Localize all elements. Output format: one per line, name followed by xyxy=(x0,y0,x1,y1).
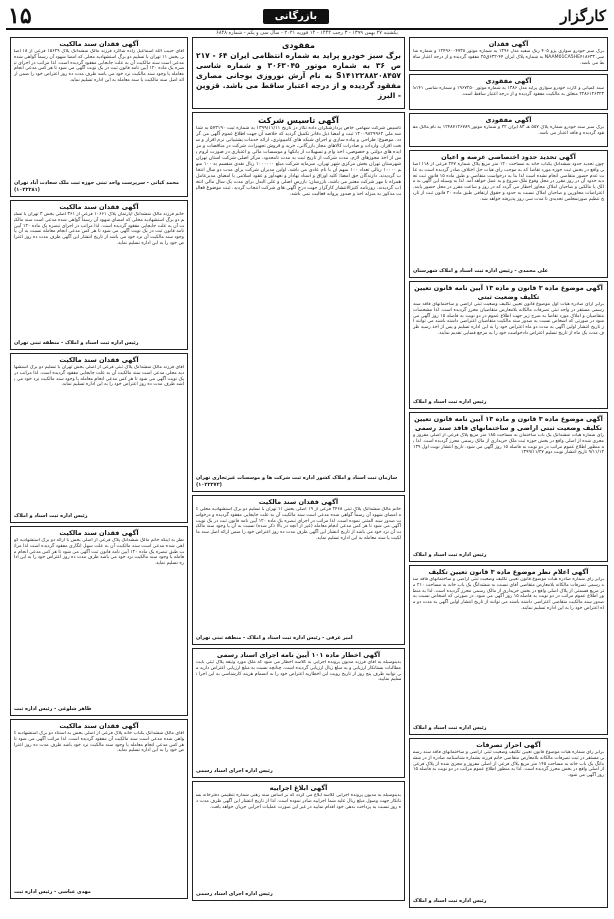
legal-notice xyxy=(409,565,608,735)
notice-signature: ظاهر شلوغی - رئیس اداره ثبت xyxy=(14,706,92,712)
notice-title: آگهی مفقودی xyxy=(485,116,532,124)
legal-notice xyxy=(409,113,608,147)
notice-signature: رئیس اداره ثبت اسناد و املاک xyxy=(413,898,487,904)
column-left xyxy=(10,37,188,915)
notice-body: چون تحدید حدود ششدانگ یکباب خانه به مساحت ۱۲۰ متر مربع پلاک شماره ۲۴۷ فرعی از ۱۱۸ اصلی واقع در بخش ثبت حوزه مورد تقاضا که به موجب رای هیات حل اختلاف صادر گردیده است به علت عدم حضور متقاضی انجام نشده است لذا بنا به درخواست متقاضی و طبق ماده ۱۵ قانون ثبت تحدید حدود آن در روز مقرر در محل وقوع ملک شروع و به عمل خواهد آمد. لذا به وسیله این آگهی به مالک یا مالکین و صاحبان املاک مجاور اخطار می گردد که در روز و ساعت مقرر در محل حضور یابند. اعتراضات مجاورین و صاحبان املاک نسبت به حدود و حقوق ارتفاقی طبق ماده ۲۰ قانون ثبت از تاریخ تنظیم صورتمجلس تحدیدی تا مدت سی روز پذیرفته خواهد شد. xyxy=(413,162,604,202)
legal-notice xyxy=(10,719,188,899)
notice-title: آگهی ابلاغ اجراییه xyxy=(269,784,328,792)
legal-notice xyxy=(10,200,188,350)
notice-signature: رئیس اداره ثبت اسناد و املاک xyxy=(413,725,487,731)
notice-body: بدینوسیله به آقای فرزند مدیون پرونده اجرایی به کلاسه اخطار می شود که ملک مورد وثیقه پلاک ثبتی بابت مطالبات بستانکار ارزیابی و به مبلغ ریال ارزیابی گردیده است. چنانچه نسبت به مبلغ ارزیابی اعتراض دارید می توانید ظرف پنج روز از تاریخ رویت این اخطاریه اعتراض خود را به انضمام هزینه کارشناسی به این اجرا تسلیم نمایید. xyxy=(196,660,401,683)
column-middle xyxy=(192,37,405,915)
notice-body: آقای فرزند مالک ششدانگ پلاک ثبتی فرعی از اصلی بخش تهران با تسلیم دو برگ استشهادیه محلی مدعی است سند مالکیت آن به علت جابجایی مفقود گردیده است. لذا مراتب در یک نوبت آگهی می شود تا هر کس مدعی انجام معامله یا وجود سند مالکیت نزد خود می باشد ظرف مدت ده روز اعتراض خود را به این اداره تسلیم نماید. xyxy=(14,365,184,388)
notice-body: سند کمپانی و کارت خودرو سواری پراید مدل ۱۳۸۶ به شماره موتور ۱۹۶۷۲۵۰ و شماره شاسی S۱۴۱۲۲۸۶۱۲۶۳۲۳ متعلق به مالکیت مفقود گردیده و از درجه اعتبار ساقط است. xyxy=(413,86,604,97)
columns xyxy=(6,37,608,915)
notice-title: مفقودی xyxy=(282,41,315,50)
notice-body: برابر رای شماره هیات موضوع قانون تعیین تکلیف وضعیت ثبتی اراضی و ساختمانهای فاقد سند رسمی مستقر در ثبت تصرفات مالکانه بلامعارض متقاضی خانم فرزند بشماره شناسنامه صادره از در ششدانگ یک باب خانه به مساحت ۱۴۵ متر مربع پلاک فرعی از اصلی مفروز و مجزی شده از پلاک فرعی از اصلی واقع در بخش محرز گردیده است. لذا به منظور اطلاع عموم مراتب در دو نوبت به فاصله ۱۵ روز آگهی می شود. xyxy=(413,750,604,779)
notice-title: آگهی فقدان سند مالکیت xyxy=(59,529,139,537)
page-number: ۱۵ xyxy=(8,3,32,28)
notice-signature: رئیس اداره اجرای اسناد رسمی xyxy=(196,891,273,897)
notice-body: برگ سبز سند خودرو شماره پلاک ۵۵۷ هـ ۸۳ ایران ۲۲ و شماره موتور ۱۲۴۸۷۱۲۶۷۸۹ به نام مالک مفقود گردیده و فاقد اعتبار می باشد. xyxy=(413,125,604,136)
legal-notice xyxy=(192,495,405,645)
notice-body: تاسیس شرکت سهامی خاص پردازشگران داده تکار در تاریخ ۱۳۹۹/۱۱/۱۱ به شماره ثبت ۵۷۳۱۹۰ به شناسه ملی ۱۴۰۰۹۸۲۹۹۶۲ ثبت و امضا ذیل دفاتر تکمیل گردید که خلاصه آن جهت اطلاع عموم آگهی می گردد. موضوع: طراحی و پیاده سازی و اجرای شبکه های کامپیوتری، ارائه خدمات پشتیبانی نرم افزار و سخت افزار، واردات و صادرات کالاهای مجاز بازرگانی، خرید و فروش تجهیزات، شرکت در مناقصات و مزایده های دولتی و خصوصی، اخذ وام و تسهیلات از بانکها و موسسات مالی و اعتباری در صورت لزوم پس از اخذ مجوزهای لازم. مدت شرکت از تاریخ ثبت به مدت نامحدود. مرکز اصلی شرکت استان تهران شهرستان تهران بخش مرکزی شهر تهران. سرمایه شرکت مبلغ ۱۰۰۰۰۰۰ ریال نقدی منقسم به ۱۰۰ سهم ۱۰۰۰۰ ریالی تعداد ۱۰۰ سهم آن با نام عادی می باشد. اولین مدیران شرکت برای مدت دو سال انتخاب گردیدند. دارندگان حق امضا: کلیه اوراق و اسناد بهادار و تعهدآور و عقود اسلامی با امضای مدیرعامل همراه با مهر شرکت معتبر می باشد. بازرسان: بازرس اصلی و علی البدل برای مدت یک سال مالی انتخاب گردیدند. روزنامه کثیرالانتشار کارگزار جهت درج آگهی های شرکت انتخاب گردید. ثبت موضوع فعالیت مذکور به منزله اخذ و صدور پروانه فعالیت نمی باشد. xyxy=(196,126,401,197)
notice-title: آگهی فقدان سند مالکیت xyxy=(258,498,339,506)
legal-notice xyxy=(10,526,188,716)
legal-notice xyxy=(409,738,608,908)
legal-notice xyxy=(409,74,608,110)
notice-title: آگهی فقدان سند مالکیت xyxy=(59,203,139,211)
notice-title: آگهی فقدان سند مالکیت xyxy=(59,356,139,364)
notice-title: آگهی اخطار ماده ۱۰۱ آیین نامه اجرای اسناد رسمی xyxy=(216,651,381,659)
notice-title: آگهی اعلام نظر موضوع ماده ۳ قانون تعیین تکلیف xyxy=(428,568,589,576)
legal-notice xyxy=(409,281,608,409)
notice-body: آقای مالک ششدانگ یکباب خانه پلاک فرعی از اصلی بخش به استناد دو برگ استشهادیه گواهی شده مدعی است سند مالکیت آن مفقود گردیده است. لذا مراتب آگهی می شود تا هر کس مدعی انجام معامله یا وجود سند مالکیت نزد خود باشد ظرف مدت ده روز اعتراض خود را به این اداره تسلیم نماید. xyxy=(14,731,184,754)
notice-title: آگهی موضوع ماده ۳ قانون و ماده ۱۳ آیین نامه قانون تعیین تکلیف وضعیت ثبتی xyxy=(414,284,603,301)
notice-body: خانم مالک ششدانگ پلاک ثبتی ۲۴۶۸ فرعی از ۱۹ اصلی بخش ۱۱ تهران با تسلیم دو برگ استشهادیه محلی که امضای شهود آن رسماً گواهی شده مدعی است سند مالکیت آن به علت جابجایی مفقود گردیده و درخواست صدور سند المثنی نموده است. لذا مراتب در اجرای تبصره یک ماده ۱۲۰ آیین نامه قانون ثبت در یک نوبت آگهی می شود تا هر کس مدعی انجام معامله (غیر از آنچه در بالا ذکر شده) نسبت به آن یا وجود سند مالکیت آن نزد خود می باشد از تاریخ انتشار این آگهی ظرف مدت ده روز اعتراض خود را ضمن ارائه اصل سند مالکیت یا سند معامله به این اداره تسلیم نماید. xyxy=(196,507,401,541)
notice-signature: امیر غرقی - رئیس اداره ثبت اسناد و املاک - منطقه ثبتی تهران xyxy=(196,635,353,641)
notice-lead: برگ سبز خودرو پراید به شماره انتظامی ایران ۶۴ - ۲۱۷ ص ۳۶ به شماره موتور ۳۰۶۳۰۴۵ و شماره شاسی S۱۴۱۲۲۸۸۲۰۸۴۵۷ به نام آرش نوروزی بوجانی مصاری مفقود گردیده و از درجه اعتبار ساقط می باشد. قزوین - البرز xyxy=(196,51,401,100)
notice-title: آگهی تاسیس شرکت xyxy=(258,116,339,125)
notice-signature: رئیس اداره ثبت اسناد و املاک xyxy=(413,399,487,405)
legal-notice xyxy=(409,150,608,278)
notice-signature: محمد کیانی - سرپرست واحد ثبتی حوزه ثبت ملک سعادت آباد تهران (۱۰۲۲۲۸۱) xyxy=(14,180,180,193)
notice-body: نظر به اینکه خانم مالک ششدانگ پلاک فرعی از اصلی بخش با ارائه دو برگ استشهادیه گواهی شده مدعی است سند مالکیت آن به علت سهل انگاری مفقود گردیده است لذا مراتب طبق تبصره یک ماده ۱۲۰ آیین نامه قانون ثبت آگهی می شود تا هر کس مدعی انجام معامله یا وجود سند مالکیت نزد خود می باشد ظرف مدت ده روز اعتراض خود را به این اداره تسلیم نماید. xyxy=(14,538,184,567)
notice-title: آگهی فقدان سند مالکیت xyxy=(59,722,139,730)
notice-signature: سازمان ثبت اسناد و املاک کشور اداره ثبت شرکت ها و موسسات غیرتجاری تهران (۱۰۲۲۲۷۲) xyxy=(196,475,398,488)
legal-notice xyxy=(409,412,608,562)
legal-notice xyxy=(192,781,405,901)
dateline: یکشنبه ۲۷ بهمن ۱۳۹۹ - ۳ رجب ۱۴۴۲ - ۱۴ فوریه ۲۰۲۱ - سال سی و یکم - شماره ۶۸۴۸ xyxy=(216,30,398,36)
notice-body: آقای حبیب الله اسماعیل زاده شاگرد فرزند مالک ششدانگ پلاک ۱۵۶۲۹ فرعی از ۱۸ اصلی بخش ۱۱ تهران با تسلیم دو برگ استشهادیه محلی که امضا شهود آن رسماً گواهی شده مدعی است سند مالکیت آن به علت جابجایی مفقود گردیده است. لذا مراتب در اجرای تبصره یک ماده ۱۲۰ آیین نامه قانون ثبت در یک نوبت آگهی می شود تا هر کس مدعی انجام معامله یا وجود سند مالکیت نزد خود می باشد ظرف مدت ده روز اعتراض خود را ضمن ارائه اصل سند مالکیت یا سند معامله به این اداره تسلیم نماید. xyxy=(14,49,184,83)
notice-signature: رئیس اداره ثبت اسناد و املاک xyxy=(14,513,88,519)
paper-name: کارگزار xyxy=(560,7,606,25)
legal-notice xyxy=(10,37,188,197)
notice-title: آگهی مفقودی xyxy=(485,77,532,85)
legal-notice xyxy=(409,37,608,71)
notice-signature: رئیس اداره ثبت اسناد و املاک xyxy=(413,552,487,558)
notice-body: رای شماره هیات ششدانگ یک باب ساختمان به مساحت ۱۸۵ متر مربع پلاک فرعی از اصلی مفروز و مجزی شده از اصلی واقع در بخش حوزه ثبت ملک خریداری از مالک رسمی محرز گردیده است. لذا به منظور اطلاع عموم مراتب در دو نوبت به فاصله ۱۵ روز آگهی می شود. تاریخ انتشار نوبت اول ۱۳۹۹/۱۱/۱۲ تاریخ انتشار نوبت دوم ۱۳۹۹/۱۱/۲۷ xyxy=(413,433,604,456)
notice-signature: رئیس اداره اجرای اسناد رسمی xyxy=(196,768,273,774)
notice-title: آگهی تحدید حدود اختصاصی عرصه و اعیان xyxy=(441,153,576,161)
notice-body: برابر آرای صادره هیات اول موضوع قانون تعیین تکلیف وضعیت ثبتی اراضی و ساختمانهای فاقد سند رسمی مستقر در واحد ثبتی تصرفات مالکانه بلامعارض متقاضیان محرز گردیده است. لذا مشخصات متقاضیان و املاک مورد تقاضا به شرح زیر جهت اطلاع عموم در دو نوبت به فاصله ۱۵ روز آگهی می شود در صورتی که اشخاص نسبت به صدور سند مالکیت متقاضیان اعتراضی داشته باشند می توانند از تاریخ انتشار اولین آگهی به مدت دو ماه اعتراض خود را به این اداره تسلیم و پس از اخذ رسید ظرف مدت یک ماه از تاریخ تسلیم اعتراض دادخواست خود را به مرجع قضایی تقدیم نمایند. xyxy=(413,302,604,336)
legal-notice xyxy=(192,648,405,778)
notice-body: برابر رای شماره صادره هیات موضوع قانون تعیین تکلیف وضعیت ثبتی اراضی و ساختمانهای فاقد سند رسمی تصرفات مالکانه بلامعارض متقاضی آقای نسبت به ششدانگ یک باب خانه به مساحت ۲۱۰ متر مربع قسمتی از پلاک اصلی واقع در بخش خریداری از مالک رسمی محرز گردیده است. لذا به منظور اطلاع عموم مراتب در دو نوبت به فاصله ۱۵ روز آگهی می شود. در صورتی که اشخاص نسبت به صدور سند مالکیت متقاضی اعتراضی داشته باشند می توانند از تاریخ انتشار اولین آگهی به مدت دو ماه اعتراض خود را به این اداره تسلیم نمایند. xyxy=(413,577,604,611)
notice-body: بدینوسیله به مدیون پرونده اجرایی کلاسه ابلاغ می گردد که بر اساس سند رهنی شماره تنظیمی دفترخانه بستانکار جهت وصول مبلغ ریال علیه شما اجراییه صادر نموده است. لذا از تاریخ انتشار این آگهی ظرف مدت ده روز نسبت به پرداخت بدهی خود اقدام نمایید در غیر این صورت عملیات اجرایی جریان خواهد یافت. xyxy=(196,793,401,810)
notice-title: آگهی موضوع ماده ۳ قانون و ماده ۱۳ آیین نامه قانون تعیین تکلیف وضعیت ثبتی اراضی و ساختمانهای فاقد سند رسمی xyxy=(414,415,603,432)
notice-body: برگ سبز خودرو سواری پژو ۴۰۵ رنگ سفید مدل ۱۳۹۶ به شماره موتور ۱۲۴۹۶۰۰۴۷۳۸ و شماره شاسی NAAM01CA5HE۴۱۸۶۳۳ به شماره پلاک ایران ۴۴-۶۳۲ق۲۵ مفقود گردیده و از درجه اعتبار ساقط می باشد. xyxy=(413,49,604,66)
notice-body: خانم فرزند مالک ششدانگ آپارتمان پلاک ۱۰۶۶۱ فرعی از ۳۶۱ اصلی بخش ۳ تهران با تسلیم دو برگ استشهادیه محلی که امضای شهود آن رسماً گواهی شده مدعی است سند مالکیت آن به علت جابجایی مفقود گردیده است. لذا مراتب در اجرای تبصره یک ماده ۱۲۰ آیین نامه قانون ثبت در یک نوبت آگهی می شود تا هر کس مدعی انجام معامله نسبت به آن یا وجود سند مالکیت آن نزد خود می باشد از تاریخ انتشار این آگهی ظرف مدت ده روز اعتراض خود را به این اداره تسلیم نماید. xyxy=(14,212,184,246)
legal-notice xyxy=(10,353,188,523)
notice-title: آگهی فقدان سند مالکیت xyxy=(59,40,139,48)
section-label: بازرگانی xyxy=(263,9,329,24)
notice-signature: رئیس اداره ثبت اسناد و املاک - منطقه ثبتی تهران xyxy=(14,340,139,346)
legal-notice xyxy=(192,112,405,492)
column-right xyxy=(409,37,608,915)
legal-notice xyxy=(192,37,405,109)
notice-title: آگهی احراز تصرفات xyxy=(476,741,541,749)
notice-title: آگهی فقدان xyxy=(488,40,529,48)
notice-signature: مهدی عباسی - رئیس اداره ثبت xyxy=(14,889,91,895)
notice-signature: علی محمدی - رئیس اداره ثبت اسناد و املاک شهرستان xyxy=(413,268,549,274)
masthead xyxy=(6,4,608,30)
